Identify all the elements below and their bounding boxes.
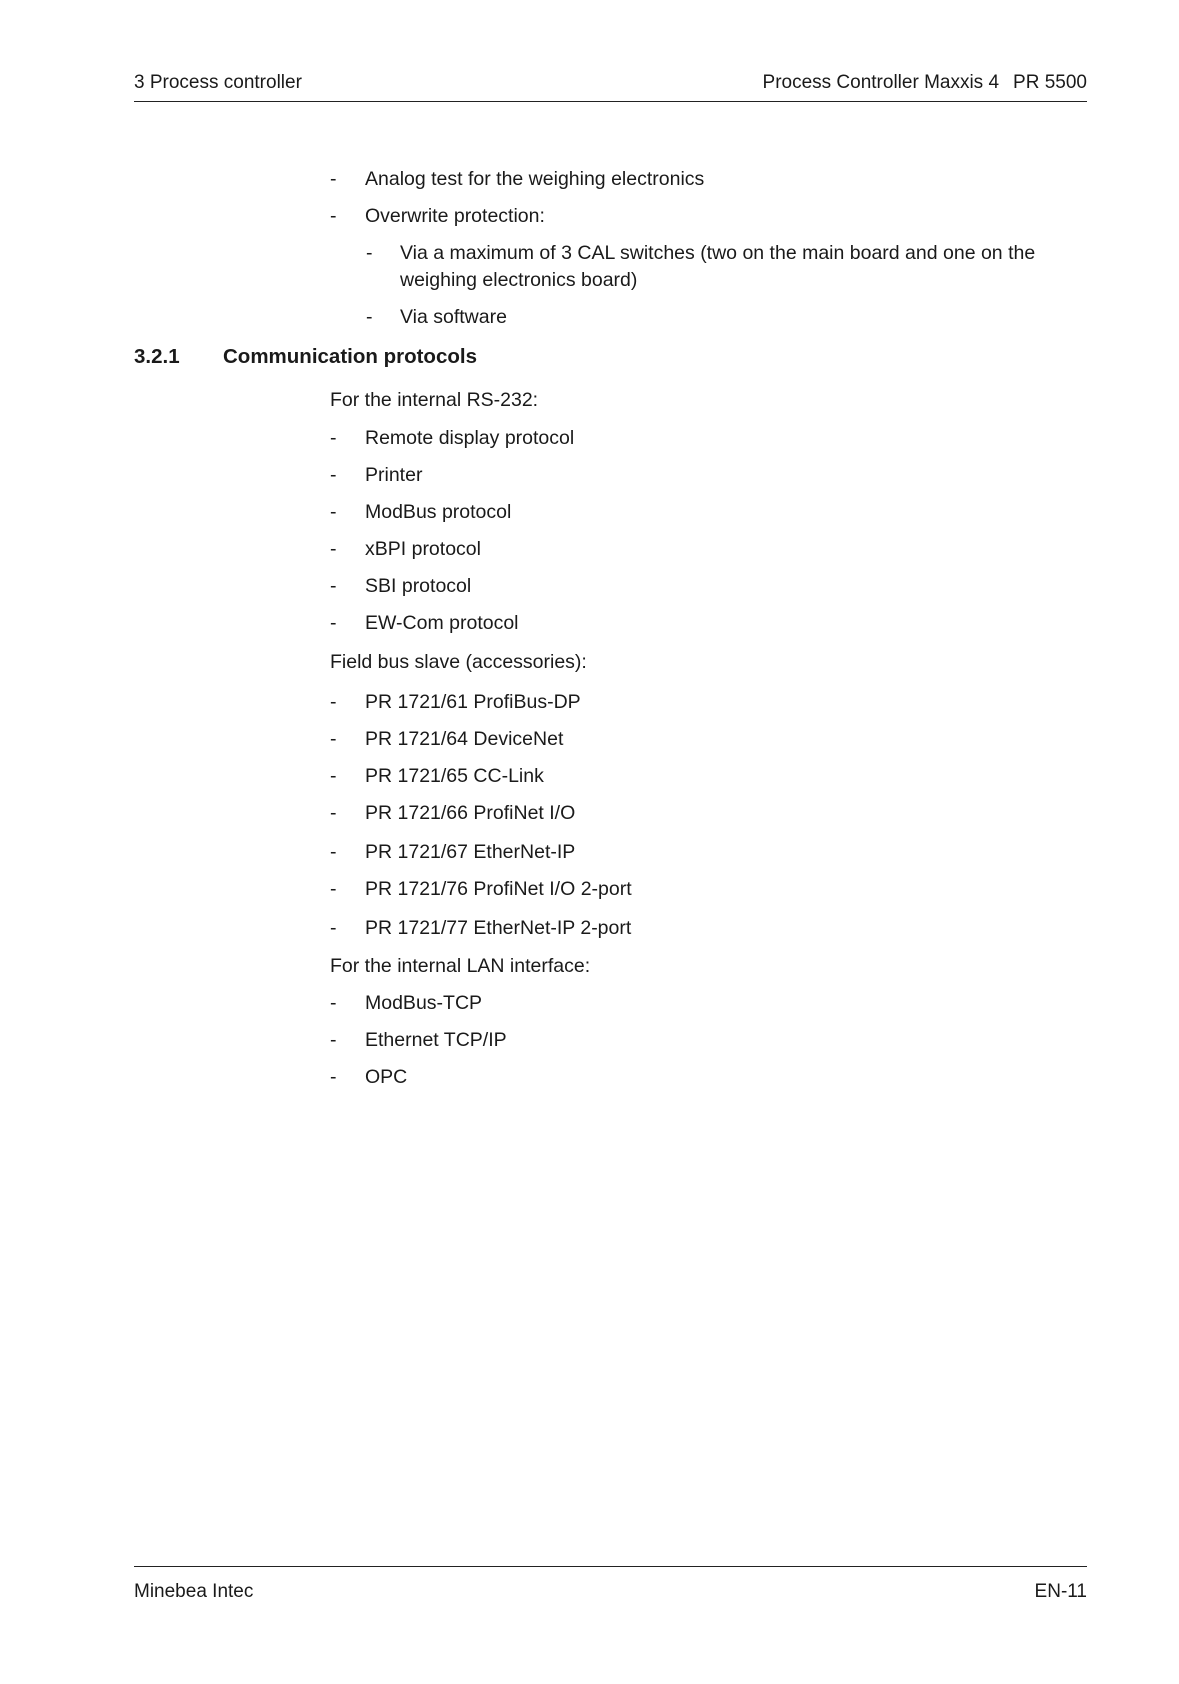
bullet-dash: - [330, 765, 337, 787]
lan-intro: For the internal LAN interface: [330, 955, 591, 977]
bullet-dash: - [330, 878, 337, 900]
bullet-dash: - [330, 802, 337, 824]
chapter-title: 3 Process controller [134, 72, 302, 93]
model-number: PR 5500 [1013, 72, 1087, 93]
list-item: Printer [365, 464, 423, 486]
bullet-dash: - [330, 841, 337, 863]
list-item: Ethernet TCP/IP [365, 1029, 507, 1051]
list-item: EW-Com protocol [365, 612, 519, 634]
bullet-dash: - [330, 501, 337, 523]
list-item: PR 1721/61 ProfiBus-DP [365, 691, 581, 713]
bullet-dash: - [330, 1029, 337, 1051]
list-item: PR 1721/65 CC-Link [365, 765, 544, 787]
list-item: Analog test for the weighing electronics [365, 168, 705, 190]
list-item: Remote display protocol [365, 427, 575, 449]
bullet-dash: - [330, 612, 337, 634]
bullet-dash: - [330, 691, 337, 713]
bullet-dash: - [330, 992, 337, 1014]
bullet-dash: - [330, 728, 337, 750]
fieldbus-intro: Field bus slave (accessories): [330, 651, 587, 673]
rs232-intro: For the internal RS-232: [330, 389, 539, 411]
product-title [763, 71, 1087, 95]
company-name: Minebea Intec [134, 1581, 254, 1602]
section-number: 3.2.1 [134, 345, 180, 368]
page-footer [134, 1566, 1087, 1602]
bullet-dash: - [330, 1066, 337, 1088]
list-item: PR 1721/67 EtherNet-IP [365, 841, 576, 863]
page-header [134, 71, 1087, 102]
list-item: PR 1721/77 EtherNet-IP 2-port [365, 917, 632, 939]
list-item: ModBus-TCP [365, 992, 483, 1014]
sub-list-item: Via a maximum of 3 CAL switches (two on the main board and one on the [400, 242, 1036, 264]
bullet-dash: - [330, 538, 337, 560]
page-number: EN-11 [1034, 1581, 1087, 1602]
sub-list-item-continuation: weighing electronics board) [400, 269, 638, 291]
list-item: PR 1721/66 ProfiNet I/O [365, 802, 576, 824]
product-name: Process Controller Maxxis 4 [762, 72, 1000, 93]
bullet-dash: - [330, 464, 337, 486]
section-title: Communication protocols [223, 345, 477, 368]
bullet-dash: - [330, 917, 337, 939]
list-item: SBI protocol [365, 575, 472, 597]
sub-list-item: Via software [400, 306, 507, 328]
list-item: OPC [365, 1066, 408, 1088]
list-item: xBPI protocol [365, 538, 481, 560]
sub-bullet-dash: - [366, 242, 373, 264]
bullet-dash: - [330, 205, 337, 227]
list-item: PR 1721/76 ProfiNet I/O 2-port [365, 878, 632, 900]
bullet-dash: - [330, 168, 337, 190]
list-item: Overwrite protection: [365, 205, 545, 227]
bullet-dash: - [330, 427, 337, 449]
list-item: PR 1721/64 DeviceNet [365, 728, 564, 750]
sub-bullet-dash: - [366, 306, 373, 328]
list-item: ModBus protocol [365, 501, 512, 523]
bullet-dash: - [330, 575, 337, 597]
